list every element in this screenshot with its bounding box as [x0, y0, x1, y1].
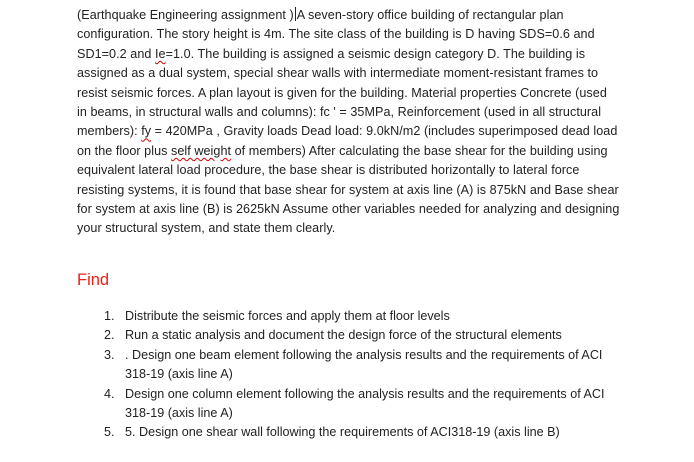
line-text: of members) After calculating the base shear for the building using [231, 143, 608, 158]
line-text: =1.0. The building is assigned a seismic design category D. The building is [165, 46, 586, 61]
line-text: on the floor plus [77, 143, 172, 158]
list-item-text: 5. Design one shear wall following the requirements of ACI318-19 (axis line B) [125, 425, 560, 440]
paragraph-line: equivalent lateral load procedure, the base shear is distributed horizontally to lateral force [77, 163, 580, 178]
list-number: 1. [104, 309, 115, 323]
paragraph-line: assigned as a dual system, special shear walls with intermediate moment-resistant frames to [77, 66, 599, 81]
paragraph-line: resist seismic forces. A plan layout is given for the building. Material properties Concrete (used [77, 85, 607, 100]
list-item-text: Design one column element following the analysis results and the requirements of ACI [125, 386, 605, 401]
paragraph-line [77, 45, 667, 64]
list-number: 3. [104, 347, 115, 362]
paragraph-line [77, 122, 667, 141]
list-item[interactable] [104, 346, 664, 385]
list-number: 2. [104, 328, 115, 343]
paragraph-line: configuration. The story height is 4m. The site class of the building is D having SDS=0.6 and [77, 27, 595, 42]
spellcheck-flagged-word[interactable]: self weight [171, 143, 232, 158]
find-heading: Find [77, 271, 110, 289]
paragraph-line: in beams, in structural walls and columns): fc ' = 35MPa, Reinforcement (used in all structural [77, 105, 602, 120]
list-item-text: Distribute the seismic forces and apply them at floor levels [125, 309, 450, 323]
line-text: members): [77, 124, 142, 139]
line-text: (Earthquake Engineering assignment ) [77, 8, 294, 22]
list-item[interactable] [104, 326, 664, 345]
paragraph-line [77, 142, 667, 161]
list-item[interactable] [104, 307, 664, 326]
paragraph-line: for system at axis line (B) is 2625kN Assume other variables needed for analyzing and designing [77, 202, 620, 217]
spellcheck-flagged-word[interactable]: fy [141, 124, 152, 139]
paragraph-line [77, 6, 667, 25]
list-item[interactable] [104, 385, 664, 424]
list-item-text: 318-19 (axis line A) [125, 367, 233, 382]
list-number: 5. [104, 425, 115, 440]
paragraph-line: your structural system, and state them clearly. [77, 221, 336, 236]
text-cursor [295, 7, 296, 21]
assignment-paragraph[interactable] [77, 6, 667, 239]
line-text: A seven-story office building of rectangular plan [296, 8, 564, 22]
line-text: SD1=0.2 and [77, 46, 155, 61]
line-text: = 420MPa , Gravity loads Dead load: 9.0kN/m2 (includes superimposed dead load [151, 124, 618, 139]
paragraph-line: resisting systems, it is found that base shear for system at axis line (A) is 875kN and Base shear [77, 182, 619, 197]
list-item[interactable] [104, 423, 664, 442]
find-list [104, 307, 664, 443]
list-item-text: 318-19 (axis line A) [125, 406, 233, 421]
list-number: 4. [104, 386, 115, 401]
list-item-text: . Design one beam element following the analysis results and the requirements of ACI [125, 347, 603, 362]
spellcheck-flagged-word[interactable]: Ie [154, 46, 166, 61]
document-body [77, 6, 667, 239]
list-item-text: Run a static analysis and document the design force of the structural elements [125, 328, 562, 343]
